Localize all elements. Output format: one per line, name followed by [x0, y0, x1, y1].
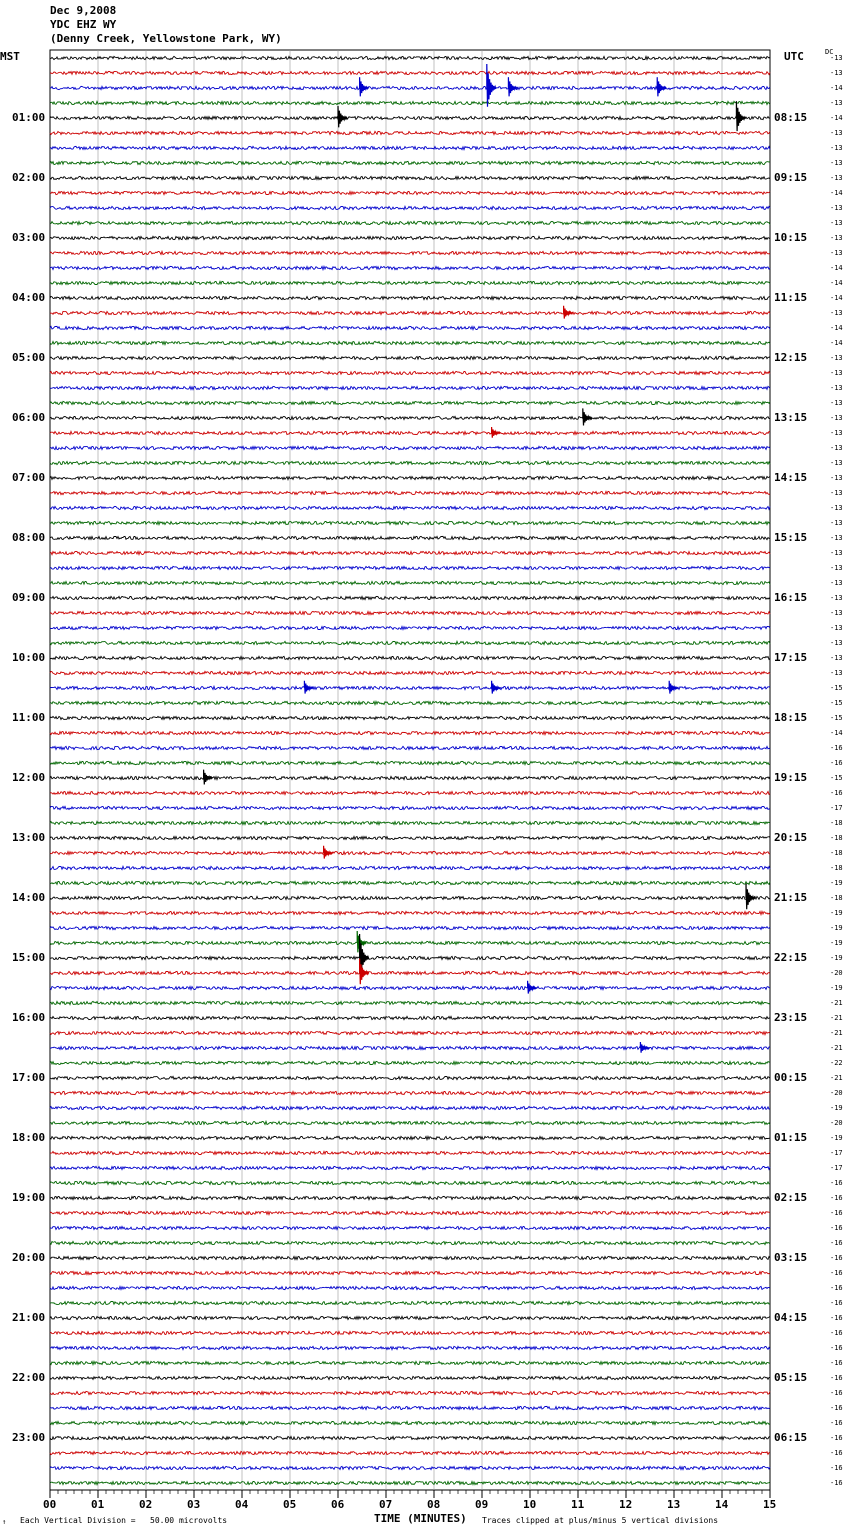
- trace-line: [50, 1346, 770, 1349]
- trace-line: [50, 296, 770, 299]
- right-hour-label: 17:15: [774, 651, 808, 664]
- right-hour-label: 02:15: [774, 1191, 808, 1204]
- dc-offset-label: -17: [830, 1164, 843, 1172]
- dc-offset-label: -13: [830, 204, 843, 212]
- x-tick-label: 14: [715, 1498, 729, 1511]
- dc-offset-label: -19: [830, 1134, 843, 1142]
- trace-line: [50, 1451, 770, 1454]
- dc-offset-label: -16: [830, 1194, 843, 1202]
- seismic-event: [746, 884, 755, 910]
- dc-offset-label: -21: [830, 1014, 843, 1022]
- left-hour-label: 15:00: [12, 951, 46, 964]
- right-hour-label: 21:15: [774, 891, 808, 904]
- dc-offset-label: -13: [830, 309, 843, 317]
- dc-offset-label: -20: [830, 1119, 843, 1127]
- trace-line: [50, 161, 770, 164]
- trace-line: [50, 1256, 770, 1259]
- dc-offset-label: -13: [830, 399, 843, 407]
- trace-line: [50, 1151, 770, 1154]
- left-hour-label: 01:00: [12, 111, 46, 124]
- dc-offset-label: -13: [830, 609, 843, 617]
- trace-line: [50, 671, 770, 674]
- dc-offset-label: -14: [830, 324, 843, 332]
- trace-line: [50, 926, 770, 929]
- trace-line: [50, 1271, 770, 1274]
- dc-offset-label: -14: [830, 114, 843, 122]
- dc-offset-label: -15: [830, 774, 843, 782]
- x-tick-label: 10: [523, 1498, 537, 1511]
- left-hour-label: 18:00: [12, 1131, 46, 1144]
- trace-line: [50, 806, 770, 809]
- right-hour-label: 11:15: [774, 291, 808, 304]
- dc-offset-label: -16: [830, 1389, 843, 1397]
- dc-offset-label: -18: [830, 894, 843, 902]
- trace-line: [50, 416, 770, 419]
- trace-line: [50, 491, 770, 494]
- trace-line: [50, 251, 770, 254]
- right-hour-label: 20:15: [774, 831, 808, 844]
- left-hour-label: 22:00: [12, 1371, 46, 1384]
- x-tick-label: 04: [235, 1498, 249, 1511]
- seismic-event: [736, 101, 745, 131]
- x-tick-label: 00: [43, 1498, 57, 1511]
- trace-line: [50, 386, 770, 389]
- right-hour-label: 08:15: [774, 111, 808, 124]
- trace-line: [50, 431, 770, 434]
- trace-line: [50, 1061, 770, 1064]
- dc-offset-label: -16: [830, 1434, 843, 1442]
- trace-line: [50, 356, 770, 359]
- trace-line: [50, 941, 770, 944]
- left-hour-label: 13:00: [12, 831, 46, 844]
- dc-offset-label: -16: [830, 1479, 843, 1487]
- trace-line: [50, 266, 770, 269]
- trace-line: [50, 1226, 770, 1229]
- dc-offset-label: -16: [830, 1299, 843, 1307]
- dc-offset-label: -16: [830, 1269, 843, 1277]
- trace-line: [50, 836, 770, 839]
- seismic-event: [564, 306, 573, 319]
- dc-offset-label: -16: [830, 789, 843, 797]
- left-hour-label: 16:00: [12, 1011, 46, 1024]
- dc-offset-label: -13: [830, 549, 843, 557]
- left-hour-label: 06:00: [12, 411, 46, 424]
- dc-offset-label: -15: [830, 699, 843, 707]
- dc-offset-label: -16: [830, 1284, 843, 1292]
- trace-line: [50, 131, 770, 134]
- trace-line: [50, 146, 770, 149]
- dc-offset-label: -13: [830, 69, 843, 77]
- x-tick-label: 01: [91, 1498, 105, 1511]
- left-hour-label: 09:00: [12, 591, 46, 604]
- seismic-event: [640, 1042, 649, 1053]
- trace-line: [50, 281, 770, 284]
- trace-line: [50, 1316, 770, 1319]
- dc-offset-label: -19: [830, 909, 843, 917]
- dc-offset-label: -13: [830, 534, 843, 542]
- trace-line: [50, 56, 770, 59]
- trace-line: [50, 1421, 770, 1424]
- trace-line: [50, 476, 770, 479]
- dc-offset-label: -16: [830, 1329, 843, 1337]
- trace-line: [50, 641, 770, 644]
- left-hour-label: 04:00: [12, 291, 46, 304]
- dc-offset-label: -13: [830, 144, 843, 152]
- trace-line: [50, 911, 770, 914]
- trace-line: [50, 1136, 770, 1139]
- dc-offset-label: -14: [830, 294, 843, 302]
- trace-line: [50, 761, 770, 764]
- trace-line: [50, 1376, 770, 1379]
- trace-line: [50, 1466, 770, 1469]
- dc-offset-label: -22: [830, 1059, 843, 1067]
- dc-offset-label: -13: [830, 444, 843, 452]
- trace-line: [50, 956, 770, 959]
- seismic-event: [324, 846, 333, 859]
- dc-offset-label: -16: [830, 1464, 843, 1472]
- trace-line: [50, 1211, 770, 1214]
- right-hour-label: 00:15: [774, 1071, 808, 1084]
- trace-line: [50, 581, 770, 584]
- trace-line: [50, 1406, 770, 1409]
- trace-line: [50, 821, 770, 824]
- trace-line: [50, 101, 770, 104]
- dc-offset-label: -13: [830, 504, 843, 512]
- trace-line: [50, 731, 770, 734]
- trace-line: [50, 1361, 770, 1364]
- trace-line: [50, 521, 770, 524]
- dc-offset-label: -13: [830, 654, 843, 662]
- dc-offset-label: -14: [830, 84, 843, 92]
- x-tick-label: 12: [619, 1498, 633, 1511]
- x-tick-label: 05: [283, 1498, 297, 1511]
- dc-offset-label: -13: [830, 564, 843, 572]
- header-date: Dec 9,2008: [50, 4, 117, 17]
- dc-offset-label: -18: [830, 849, 843, 857]
- dc-offset-label: -16: [830, 1449, 843, 1457]
- dc-offset-label: -16: [830, 1404, 843, 1412]
- left-hour-label: 07:00: [12, 471, 46, 484]
- trace-line: [50, 506, 770, 509]
- trace-line: [50, 176, 770, 179]
- trace-line: [50, 1121, 770, 1124]
- x-axis-title: TIME (MINUTES): [374, 1512, 467, 1525]
- trace-line: [50, 1106, 770, 1109]
- header-location: (Denny Creek, Yellowstone Park, WY): [50, 32, 282, 45]
- x-tick-label: 06: [331, 1498, 345, 1511]
- trace-line: [50, 71, 770, 74]
- scale-note: Each Vertical Division = 50.00 microvolts: [20, 1516, 228, 1525]
- dc-offset-label: -19: [830, 879, 843, 887]
- trace-line: [50, 791, 770, 794]
- right-hour-label: 05:15: [774, 1371, 808, 1384]
- dc-offset-label: -13: [830, 384, 843, 392]
- trace-line: [50, 611, 770, 614]
- right-hour-label: 18:15: [774, 711, 808, 724]
- dc-offset-label: -14: [830, 279, 843, 287]
- dc-offset-label: -16: [830, 744, 843, 752]
- left-hour-label: 10:00: [12, 651, 46, 664]
- dc-offset-label: -21: [830, 1074, 843, 1082]
- x-tick-label: 08: [427, 1498, 441, 1511]
- x-tick-label: 03: [187, 1498, 201, 1511]
- dc-offset-label: -13: [830, 99, 843, 107]
- dc-offset-label: -14: [830, 729, 843, 737]
- left-hour-label: 20:00: [12, 1251, 46, 1264]
- dc-offset-label: -16: [830, 1224, 843, 1232]
- dc-offset-label: -13: [830, 579, 843, 587]
- right-timezone-label: UTC: [784, 50, 804, 63]
- trace-line: [50, 776, 770, 779]
- trace-line: [50, 656, 770, 659]
- dc-offset-label: -13: [830, 594, 843, 602]
- dc-offset-label: -20: [830, 969, 843, 977]
- trace-line: [50, 1286, 770, 1289]
- dc-offset-label: -13: [830, 174, 843, 182]
- dc-offset-label: -16: [830, 1314, 843, 1322]
- trace-line: [50, 551, 770, 554]
- trace-line: [50, 1331, 770, 1334]
- trace-line: [50, 686, 770, 689]
- left-hour-label: 14:00: [12, 891, 46, 904]
- trace-line: [50, 746, 770, 749]
- dc-offset-label: -19: [830, 984, 843, 992]
- header-station: YDC EHZ WY: [50, 18, 117, 31]
- right-hour-label: 03:15: [774, 1251, 808, 1264]
- trace-line: [50, 461, 770, 464]
- trace-line: [50, 1241, 770, 1244]
- dc-offset-label: -19: [830, 1104, 843, 1112]
- trace-line: [50, 1016, 770, 1019]
- right-hour-label: 12:15: [774, 351, 808, 364]
- left-hour-label: 05:00: [12, 351, 46, 364]
- seismic-event: [492, 681, 501, 694]
- left-hour-label: 03:00: [12, 231, 46, 244]
- trace-line: [50, 1436, 770, 1439]
- seismic-event: [508, 77, 517, 96]
- right-hour-label: 14:15: [774, 471, 808, 484]
- dc-offset-label: -17: [830, 1149, 843, 1157]
- dc-offset-label: -13: [830, 249, 843, 257]
- x-tick-label: 13: [667, 1498, 681, 1511]
- dc-offset-label: -16: [830, 1359, 843, 1367]
- trace-line: [50, 221, 770, 224]
- right-hour-label: 06:15: [774, 1431, 808, 1444]
- trace-line: [50, 626, 770, 629]
- trace-line: [50, 716, 770, 719]
- dc-offset-label: -13: [830, 639, 843, 647]
- dc-offset-label: -18: [830, 864, 843, 872]
- trace-line: [50, 1301, 770, 1304]
- x-tick-label: 11: [571, 1498, 585, 1511]
- seismic-event: [487, 64, 496, 107]
- dc-offset-label: -16: [830, 1419, 843, 1427]
- dc-offset-label: -13: [830, 159, 843, 167]
- seismic-event: [528, 981, 537, 994]
- dc-offset-label: -14: [830, 264, 843, 272]
- right-hour-label: 09:15: [774, 171, 808, 184]
- dc-offset-label: -14: [830, 189, 843, 197]
- dc-offset-label: -21: [830, 1029, 843, 1037]
- dc-offset-label: -13: [830, 219, 843, 227]
- trace-line: [50, 881, 770, 884]
- seismic-event: [360, 77, 369, 96]
- trace-line: [50, 371, 770, 374]
- corner-mark: ↑: [2, 1518, 7, 1526]
- dc-offset-header: DC: [825, 48, 834, 56]
- left-hour-label: 08:00: [12, 531, 46, 544]
- dc-offset-label: -16: [830, 1254, 843, 1262]
- trace-line: [50, 1001, 770, 1004]
- trace-line: [50, 596, 770, 599]
- trace-line: [50, 701, 770, 704]
- left-hour-label: 11:00: [12, 711, 46, 724]
- trace-line: [50, 116, 770, 119]
- trace-line: [50, 236, 770, 239]
- dc-offset-label: -17: [830, 804, 843, 812]
- dc-offset-label: -19: [830, 954, 843, 962]
- right-hour-label: 13:15: [774, 411, 808, 424]
- dc-offset-label: -14: [830, 339, 843, 347]
- trace-line: [50, 326, 770, 329]
- trace-line: [50, 1181, 770, 1184]
- dc-offset-label: -13: [830, 369, 843, 377]
- dc-offset-label: -18: [830, 819, 843, 827]
- trace-line: [50, 401, 770, 404]
- right-hour-label: 19:15: [774, 771, 808, 784]
- trace-line: [50, 971, 770, 974]
- dc-offset-label: -13: [830, 474, 843, 482]
- dc-offset-label: -21: [830, 999, 843, 1007]
- dc-offset-label: -18: [830, 834, 843, 842]
- left-hour-label: 17:00: [12, 1071, 46, 1084]
- dc-offset-label: -16: [830, 1344, 843, 1352]
- x-tick-label: 07: [379, 1498, 393, 1511]
- trace-line: [50, 1391, 770, 1394]
- left-hour-label: 19:00: [12, 1191, 46, 1204]
- dc-offset-label: -16: [830, 759, 843, 767]
- trace-line: [50, 851, 770, 854]
- right-hour-label: 22:15: [774, 951, 808, 964]
- dc-offset-label: -19: [830, 939, 843, 947]
- trace-line: [50, 191, 770, 194]
- trace-line: [50, 1046, 770, 1049]
- right-hour-label: 10:15: [774, 231, 808, 244]
- dc-offset-label: -15: [830, 684, 843, 692]
- dc-offset-label: -13: [830, 489, 843, 497]
- dc-offset-label: -20: [830, 1089, 843, 1097]
- dc-offset-label: -13: [830, 669, 843, 677]
- dc-offset-label: -13: [830, 354, 843, 362]
- dc-offset-label: -19: [830, 924, 843, 932]
- trace-line: [50, 1091, 770, 1094]
- trace-line: [50, 1481, 770, 1484]
- dc-offset-label: -13: [830, 624, 843, 632]
- right-hour-label: 23:15: [774, 1011, 808, 1024]
- right-hour-label: 04:15: [774, 1311, 808, 1324]
- dc-offset-label: -21: [830, 1044, 843, 1052]
- x-tick-label: 02: [139, 1498, 153, 1511]
- trace-line: [50, 311, 770, 314]
- dc-offset-label: -16: [830, 1209, 843, 1217]
- trace-line: [50, 446, 770, 449]
- trace-line: [50, 1196, 770, 1199]
- trace-line: [50, 896, 770, 899]
- dc-offset-label: -13: [830, 54, 843, 62]
- left-timezone-label: MST: [0, 50, 20, 63]
- x-tick-label: 15: [763, 1498, 777, 1511]
- dc-offset-label: -13: [830, 129, 843, 137]
- dc-offset-label: -13: [830, 414, 843, 422]
- trace-line: [50, 1166, 770, 1169]
- clip-note: Traces clipped at plus/minus 5 vertical divisions: [482, 1516, 719, 1525]
- trace-line: [50, 1076, 770, 1079]
- trace-line: [50, 1031, 770, 1034]
- right-hour-label: 15:15: [774, 531, 808, 544]
- right-hour-label: 16:15: [774, 591, 808, 604]
- trace-line: [50, 341, 770, 344]
- left-hour-label: 12:00: [12, 771, 46, 784]
- trace-line: [50, 566, 770, 569]
- dc-offset-label: -16: [830, 1179, 843, 1187]
- x-tick-label: 09: [475, 1498, 489, 1511]
- dc-offset-label: -13: [830, 234, 843, 242]
- left-hour-label: 23:00: [12, 1431, 46, 1444]
- dc-offset-label: -13: [830, 519, 843, 527]
- right-hour-label: 01:15: [774, 1131, 808, 1144]
- dc-offset-label: -13: [830, 459, 843, 467]
- dc-offset-label: -15: [830, 714, 843, 722]
- left-hour-label: 21:00: [12, 1311, 46, 1324]
- trace-line: [50, 206, 770, 209]
- trace-line: [50, 536, 770, 539]
- trace-line: [50, 866, 770, 869]
- dc-offset-label: -16: [830, 1239, 843, 1247]
- trace-line: [50, 986, 770, 989]
- dc-offset-label: -13: [830, 429, 843, 437]
- dc-offset-label: -16: [830, 1374, 843, 1382]
- left-hour-label: 02:00: [12, 171, 46, 184]
